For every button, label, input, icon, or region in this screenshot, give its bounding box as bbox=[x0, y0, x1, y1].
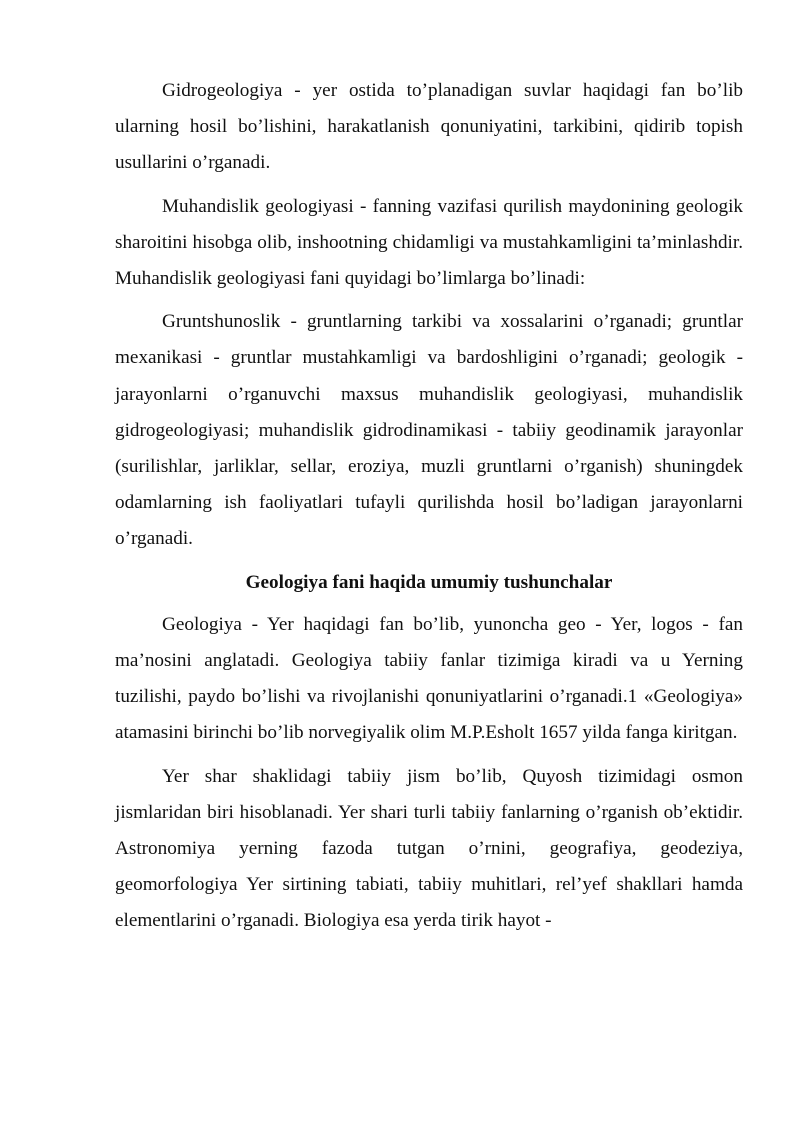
paragraph-hydrogeology: Gidrogeologiya - yer ostida to’planadigan suvlar haqidagi fan bo’lib ularning hosil bo’lishini, harakatlanish qonuniyatini, tarkibini, qidirib topish usullarini o’rganadi. bbox=[115, 80, 743, 174]
paragraph-engineering-geology: Muhandislik geologiyasi - fanning vazifasi qurilish maydonining geologik sharoitini hisobga olib, inshootning chidamligi va mustahkamligini ta’minlashdir. Muhandislik geologiyasi fani quyidagi bo’limlarga bo’linadi: bbox=[115, 195, 743, 290]
paragraph-geology-definition: Geologiya - Yer haqidagi fan bo’lib, yunoncha geo - Yer, logos - fan ma’nosini anglatadi. Geologiya tabiiy fanlar tizimiga kiradi va u Yerning tuzilishi, paydo bo’lishi va rivojlanishi qonuniyatlarini o’rganadi.1 «Geologiya» atamasini birinchi bo’lib norvegiyalik olim M.P.Esholt 1657 yilda fanga kiritgan. bbox=[115, 613, 743, 744]
document-body bbox=[115, 73, 743, 947]
paragraph-soil-science: Gruntshunoslik - gruntlarning tarkibi va xossalarini o’rganadi; gruntlar mexanikasi - gruntlar mustahkamligi va bardoshligini o’rganadi; geologik - jarayonlarni o’rganuvchi maxsus muhandislik geologiyasi, muhandislik gidrogeologiyasi; muhandislik gidrodinamikasi - tabiiy geodinamik jarayonlar (surilishlar, jarliklar, sellar, eroziya, muzli gruntlarni o’rganish) shuningdek odamlarning ish faoliyatlari tufayli qurilishda hosil bo’ladigan jarayonlarni o’rganadi. bbox=[115, 311, 743, 550]
section-heading: Geologiya fani haqida umumiy tushunchalar bbox=[245, 571, 613, 593]
paragraph-earth-description: Yer shar shaklidagi tabiiy jism bo’lib, Quyosh tizimidagi osmon jismlaridan biri hisoblanadi. Yer shari turli tabiiy fanlarning o’rganish ob’ektidir. Astronomiya yerning fazoda tutgan o’rnini, geografiya, geodeziya, geomorfologiya Yer sirtining tabiati, tabiiy muhitlari, rel’yef shakllari hamda elementlarini o’rganadi. Biologiya esa yerda tirik hayot - bbox=[115, 765, 743, 932]
